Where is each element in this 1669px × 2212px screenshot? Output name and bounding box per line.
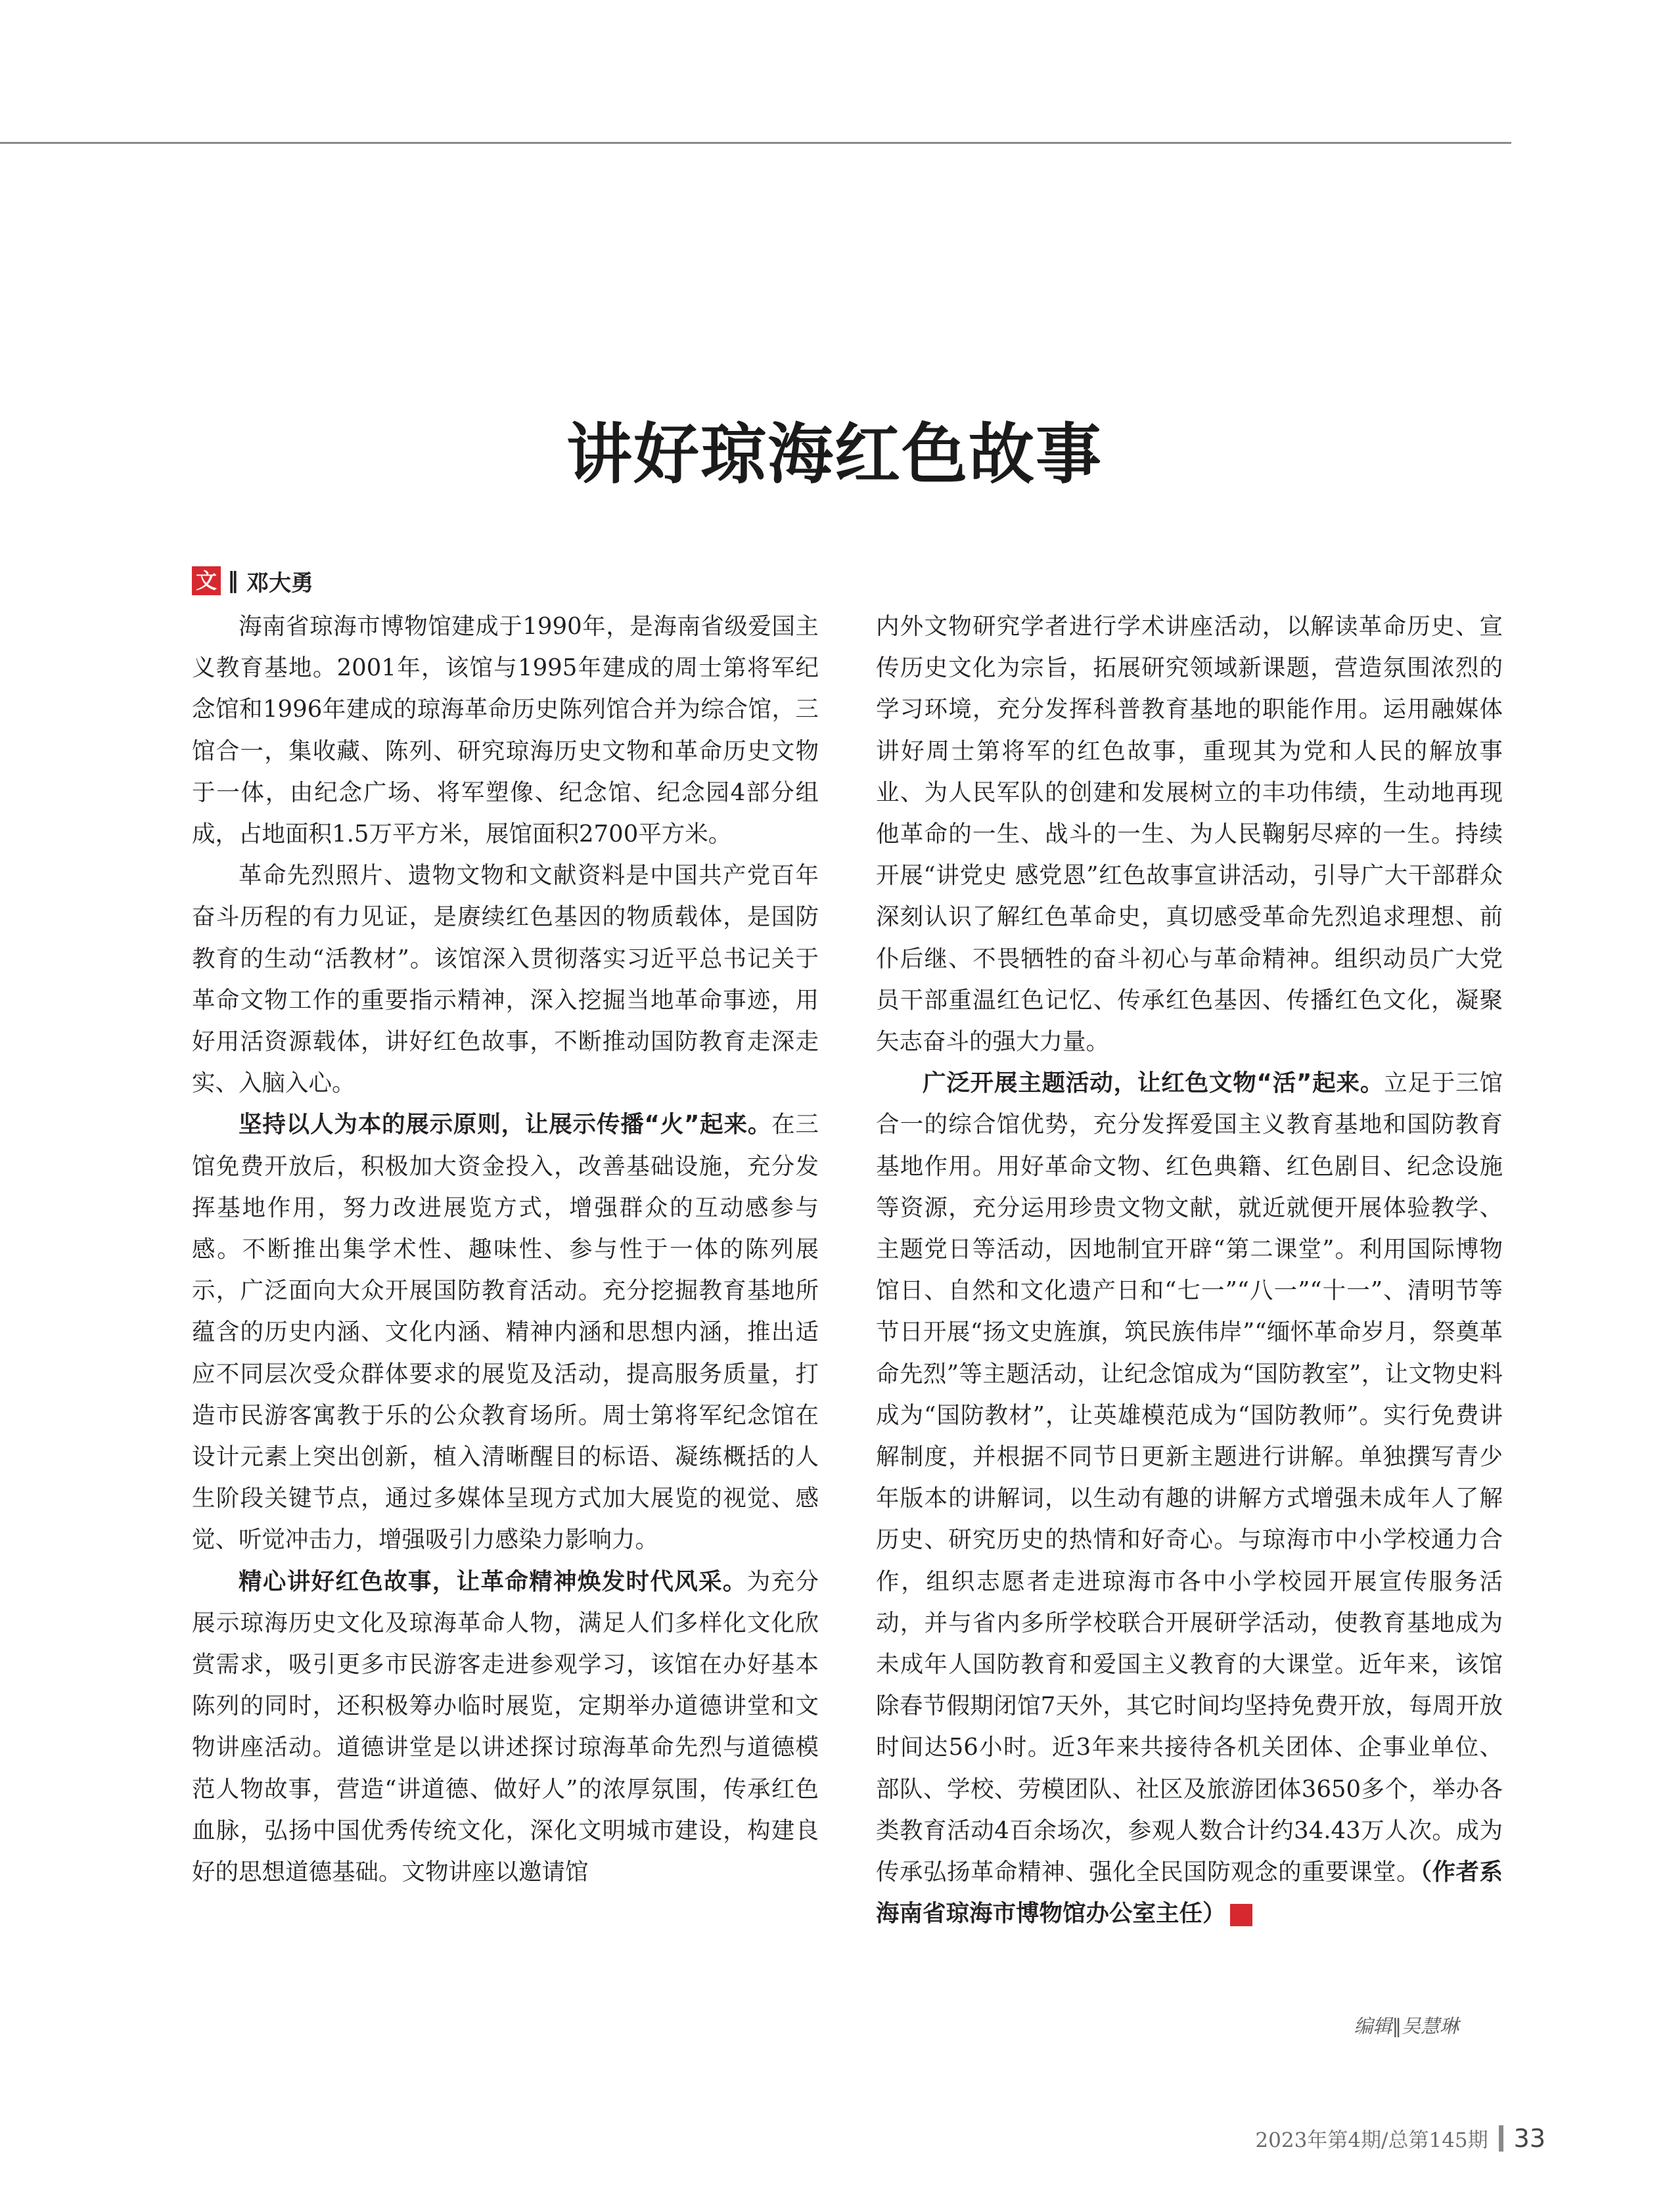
paragraph-body: 在三馆免费开放后，积极加大资金投入，改善基础设施，充分发挥基地作用，努力改进展览方式，增强群众的互动感参与感。不断推出集学术性、趣味性、参与性于一体的陈列展示，广泛面向大众开展国防教育活动。充分挖掘教育基地所蕴含的历史内涵、文化内涵、精神内涵和思想内涵，推出适应不同层次受众群体要求的展览及活动，提高服务质量，打造市民游客寓教于乐的公众教育场所。周士第将军纪念馆在设计元素上突出创新，植入清晰醒目的标语、凝练概括的人生阶段关键节点，通过多媒体呈现方式加大展览的视觉、感觉、听觉冲击力，增强吸引力感染力影响力。 xyxy=(192,1111,819,1554)
byline xyxy=(192,565,313,597)
paragraph xyxy=(876,1062,1503,1934)
header-rule xyxy=(0,142,1511,144)
paragraph-continued: 内外文物研究学者进行学术讲座活动，以解读革命历史、宣传历史文化为宗旨，拓展研究领域新课题，营造氛围浓烈的学习环境，充分发挥科普教育基地的职能作用。运用融媒体讲好周士第将军的红色故事，重现其为党和人民的解放事业、为人民军队的创建和发展树立的丰功伟绩，生动地再现他革命的一生、战斗的一生、为人民鞠躬尽瘁的一生。持续开展“讲党史 感党恩”红色故事宣讲活动，引导广大干部群众深刻认识了解红色革命史，真切感受革命先烈追求理想、前仆后继、不畏牺牲的奋斗初心与革命精神。组织动员广大党员干部重温红色记忆、传承红色基因、传播红色文化，凝聚矢志奋斗的强大力量。 xyxy=(876,613,1503,1056)
byline-separator: ‖ xyxy=(227,568,239,594)
issue-info: 2023年第4期/总第145期 xyxy=(1255,2129,1488,2152)
section-lead: 精心讲好红色故事，让革命精神焕发时代风采。 xyxy=(239,1568,747,1595)
page-number: 33 xyxy=(1513,2123,1545,2153)
author-name: 邓大勇 xyxy=(246,570,313,597)
paragraph: 革命先烈照片、遗物文物和文献资料是中国共产党百年奋斗历程的有力见证，是赓续红色基因的物质载体，是国防教育的生动“活教材”。该馆深入贯彻落实习近平总书记关于革命文物工作的重要指示精神，深入挖掘当地革命事迹，用好用活资源载体，讲好红色故事，不断推动国防教育走深走实、入脑入心。 xyxy=(192,862,819,1097)
paragraph-body: 立足于三馆合一的综合馆优势，充分发挥爱国主义教育基地和国防教育基地作用。用好革命文物、红色典籍、红色剧目、纪念设施等资源，充分运用珍贵文物文献，就近就便开展体验教学、主题党日等活动，因地制宜开辟“第二课堂”。利用国际博物馆日、自然和文化遗产日和“七一”“八一”“十一”、清明节等节日开展“扬文史旌旗，筑民族伟岸”“缅怀革命岁月，祭奠革命先烈”等主题活动，让纪念馆成为“国防教室”，让文物史料成为“国防教材”，让英雄模范成为“国防教师”。实行免费讲解制度，并根据不同节日更新主题进行讲解。单独撰写青少年版本的讲解词，以生动有趣的讲解方式增强未成年人了解历史、研究历史的热情和好奇心。与琼海市中小学校通力合作，组织志愿者走进琼海市各中小学校园开展宣传服务活动，并与省内多所学校联合开展研学活动，使教育基地成为未成年人国防教育和爱国主义教育的大课堂。近年来，该馆除春节假期闭馆7天外，其它时间均坚持免费开放，每周开放时间达56小时。近3年来共接待各机关团体、企事业单位、部队、学校、劳模团队、社区及旅游团体3650多个，举办各类教育活动4百余场次，参观人数合计约34.43万人次。成为传承弘扬革命精神、强化全民国防观念的重要课堂。 xyxy=(876,1070,1503,1886)
left-column xyxy=(192,606,819,1893)
author-bio: （作者系海南省琼海市博物馆办公室主任） xyxy=(876,1859,1503,1928)
end-mark-icon: G xyxy=(1230,1904,1252,1926)
section-lead: 广泛开展主题活动，让红色文物“活”起来。 xyxy=(923,1070,1384,1097)
article-title: 讲好琼海红色故事 xyxy=(566,416,1103,493)
editor-credit: 编辑‖吴慧琳 xyxy=(1354,2015,1459,2037)
paragraph: 海南省琼海市博物馆建成于1990年，是海南省级爱国主义教育基地。2001年，该馆与1995年建成的周士第将军纪念馆和1996年建成的琼海革命历史陈列馆合并为综合馆，三馆合一，集收藏、陈列、研究琼海历史文物和革命历史文物于一体，由纪念广场、将军塑像、纪念馆、纪念园4部分组成，占地面积1.5万平方米，展馆面积2700平方米。 xyxy=(192,613,819,848)
footer-divider xyxy=(1499,2125,1503,2152)
paragraph-body: 为充分展示琼海历史文化及琼海革命人物，满足人们多样化文化欣赏需求，吸引更多市民游客走进参观学习，该馆在办好基本陈列的同时，还积极筹办临时展览，定期举办道德讲堂和文物讲座活动。道德讲堂是以讲述探讨琼海革命先烈与道德模范人物故事，营造“讲道德、做好人”的浓厚氛围，传承红色血脉，弘扬中国优秀传统文化，深化文明城市建设，构建良好的思想道德基础。文物讲座以邀请馆 xyxy=(192,1568,819,1886)
byline-tag: 文 xyxy=(192,566,221,595)
right-column xyxy=(876,606,1503,1935)
section-lead: 坚持以人为本的展示原则，让展示传播“火”起来。 xyxy=(239,1111,772,1139)
paragraph xyxy=(192,1104,819,1560)
paragraph xyxy=(192,1561,819,1893)
page-footer xyxy=(1255,2123,1545,2153)
